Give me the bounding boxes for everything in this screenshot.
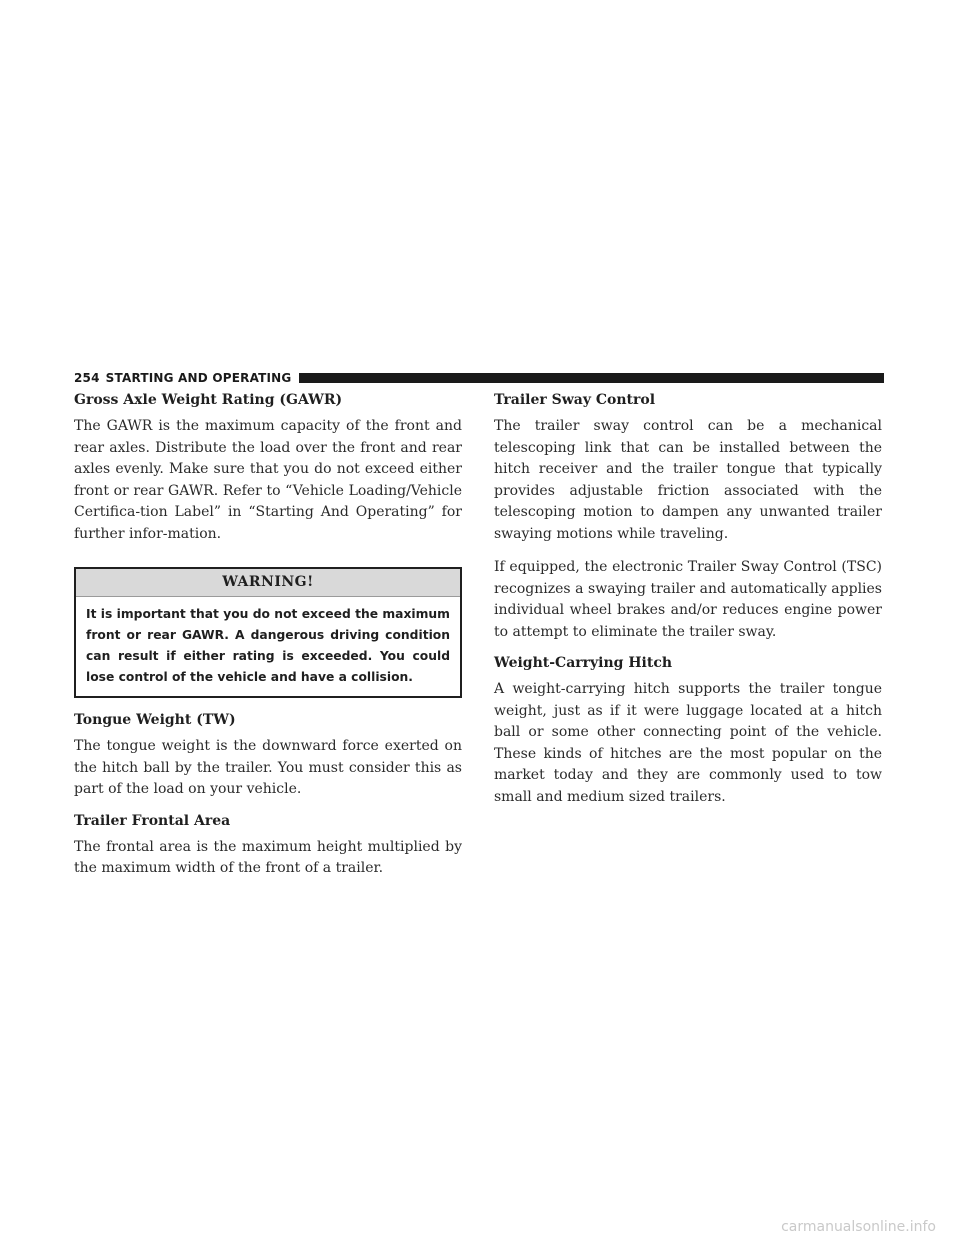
- frontal-area-body: The frontal area is the maximum height multiplied by the maximum width of the front of a trailer.: [74, 838, 462, 876]
- hitch-heading: Weight-Carrying Hitch: [494, 655, 673, 671]
- tongue-weight-heading: Tongue Weight (TW): [74, 712, 236, 728]
- hitch-body: A weight-carrying hitch supports the trailer tongue weight, just as if it were luggage located at a hitch ball or some other connecting point of the vehicle. These kinds of hitches are the most popular on the market today and they are commonly used to tow small and medium sized trailers.: [494, 681, 882, 805]
- page-header: [74, 370, 884, 386]
- watermark: carmanualsonline.info: [781, 1219, 936, 1235]
- frontal-area-heading: Trailer Frontal Area: [74, 812, 231, 829]
- tongue-weight-body: The tongue weight is the downward force exerted on the hitch ball by the trailer. You must consider this as part of the load on your vehicle.: [74, 738, 462, 797]
- right-column: [494, 392, 882, 820]
- gawr-heading: Gross Axle Weight Rating (GAWR): [74, 392, 343, 408]
- sway-control-body-1: The trailer sway control can be a mechanical telescoping link that can be installed between the hitch receiver and the trailer tongue that typically provides adjustable friction associated with the telescoping motion to dampen any unwanted trailer swaying motions while traveling.: [494, 418, 882, 542]
- page-number: 254: [74, 371, 100, 385]
- warning-body: It is important that you do not exceed the maximum front or rear GAWR. A dangerous driving condition can result if either rating is exceeded. You could lose control of the vehicle and have a collision.: [86, 607, 450, 684]
- warning-box: [74, 567, 462, 698]
- header-rule: [299, 373, 884, 383]
- section-title: STARTING AND OPERATING: [105, 371, 292, 385]
- gawr-body: The GAWR is the maximum capacity of the front and rear axles. Distribute the load over the front and rear axles evenly. Make sure that you do not exceed either front or rear GAWR. Refer to “Vehicle Loading/Vehicle Certifica-tion Label” in “Starting And Operating” for further infor-mation.: [74, 418, 462, 542]
- sway-control-heading: Trailer Sway Control: [494, 392, 656, 408]
- left-column: [74, 392, 462, 892]
- sway-control-body-2: If equipped, the electronic Trailer Sway Control (TSC) recognizes a swaying trailer and automatically applies individual wheel brakes and/or reduces engine power to attempt to eliminate the trailer sway.: [494, 559, 882, 640]
- warning-title: WARNING!: [76, 569, 460, 597]
